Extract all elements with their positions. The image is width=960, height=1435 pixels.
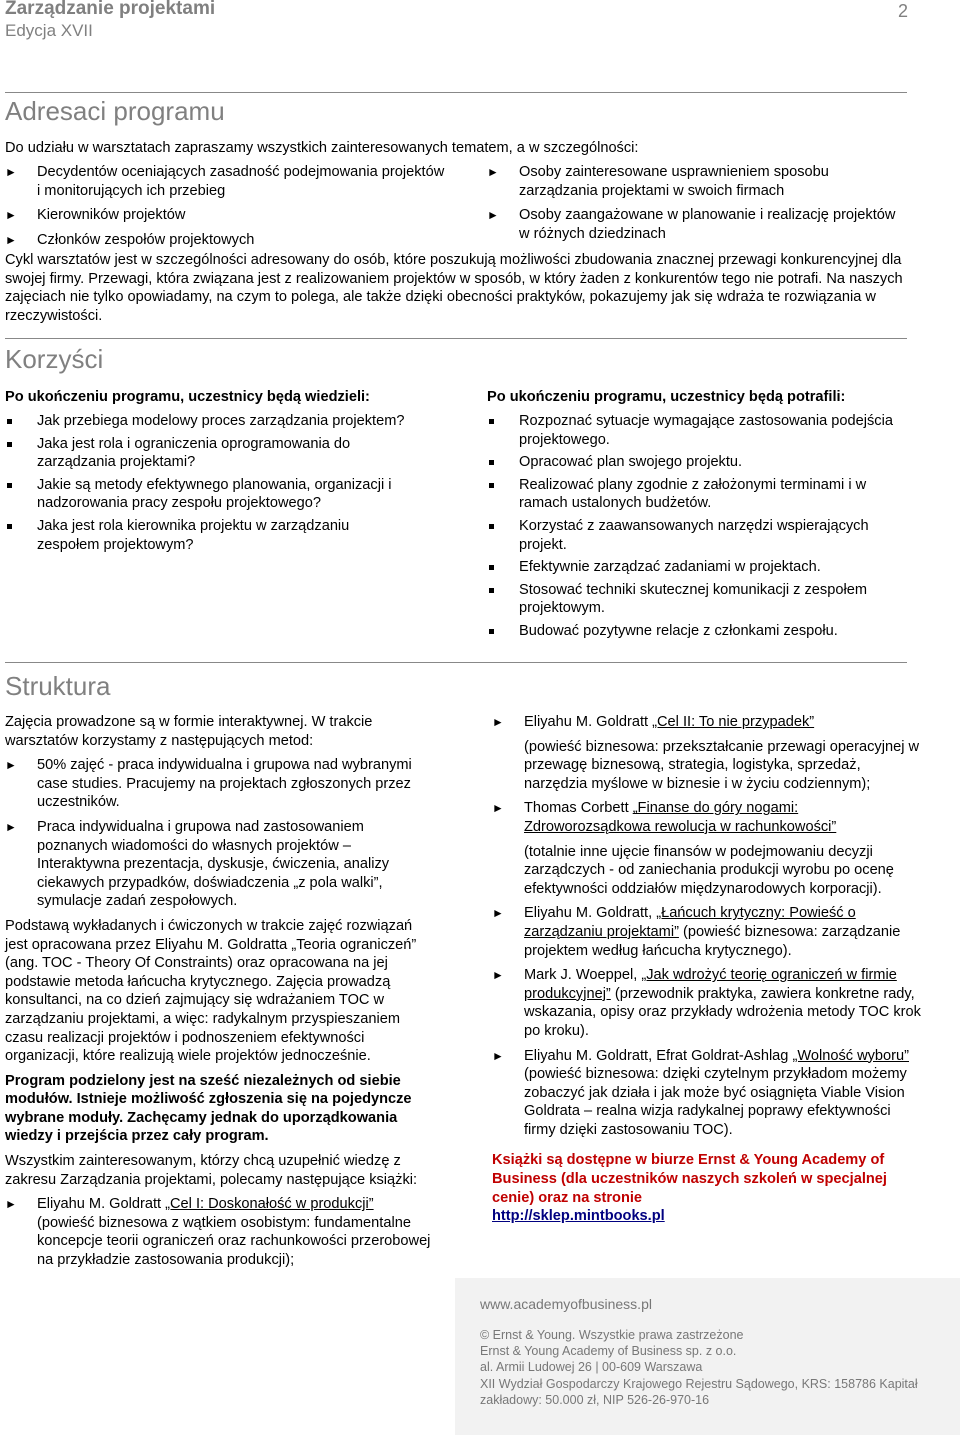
book-description: (przewodnik praktyka, zawiera konkretne rady, wskazania, opisy oraz przykłady wdrożenia metody TOC krok po kroku). (524, 985, 921, 1039)
list-item: ► Decydentów oceniających zasadność podejmowania projektów i monitorujących ich przebieg (5, 164, 445, 199)
korzysci-right-heading: Po ukończeniu programu, uczestnicy będą potrafili: (487, 389, 846, 405)
book-description: (powieść biznesowa: przekształcanie przewagi operacyjnej w przewagę biznesową, strategia, logistyka, sprzedaż, narzędzia myślowe w biznesie i w życiu codziennym); (524, 738, 920, 792)
triangle-bullet-icon: ► (487, 165, 499, 179)
book-author: Thomas Corbett (524, 800, 633, 817)
book-author: Eliyahu M. Goldratt (524, 714, 653, 730)
square-bullet-icon (489, 629, 494, 634)
triangle-bullet-icon: ► (487, 208, 499, 222)
adresaci-intro: Do udziału w warsztatach zapraszamy wszystkich zainteresowanych tematem, a w szczególności: (5, 140, 639, 156)
book-title: „Wolność wyboru” (792, 1047, 909, 1064)
book-item (5, 1195, 435, 1269)
list-item: ► Członków zespołów projektowych (5, 232, 255, 248)
footer-line: Ernst & Young Academy of Business sp. z o.o. (480, 1344, 737, 1359)
book-author: Eliyahu M. Goldratt, Efrat Goldrat-Ashlag (524, 1047, 793, 1064)
book-item (492, 1047, 922, 1140)
footer-legal (480, 1327, 930, 1408)
square-bullet-icon (7, 419, 12, 424)
list-item: Jakie są metody efektywnego planowania, organizacji i nadzorowania pracy zespołu projektowego? (5, 476, 405, 513)
square-bullet-icon (489, 419, 494, 424)
book-author: Mark J. Woeppel, (524, 967, 642, 984)
list-item: Budować pozytywne relacje z członkami zespołu. (487, 622, 897, 641)
section-title-struktura: Struktura (5, 671, 111, 701)
book-description: (powieść biznesowa: zarządzanie projektem według łańcucha krytycznego). (524, 923, 901, 959)
book-author: Eliyahu M. Goldratt, (524, 905, 657, 922)
book-title: „Finanse do góry nogami: Zdroworozsądkowa rewolucja w rachunkowości” (524, 800, 837, 835)
footer-line: al. Armii Ludowej 26 | 00-609 Warszawa (480, 1360, 703, 1375)
triangle-bullet-icon: ► (492, 715, 504, 729)
square-bullet-icon (489, 483, 494, 488)
square-bullet-icon (489, 588, 494, 593)
triangle-bullet-icon: ► (492, 801, 504, 816)
list-item: Rozpoznać sytuacje wymagające zastosowania podejścia projektowego. (487, 412, 897, 449)
korzysci-right-list (487, 412, 897, 641)
list-item: Realizować plany zgodnie z założonymi terminami i w ramach ustalonych budżetów. (487, 476, 897, 513)
section-divider (5, 662, 907, 663)
list-item: ► Kierowników projektów (5, 207, 186, 223)
book-title: „Jak wdrożyć teorię ograniczeń w firmie produkcyjnej” (524, 967, 897, 1002)
triangle-bullet-icon: ► (5, 233, 17, 247)
page-number: 2 (898, 1, 909, 21)
square-bullet-icon (7, 483, 12, 488)
struktura-toc-paragraph: Podstawą wykładanych i ćwiczonych w trakcie zajęć rozwiązań jest opracowana przez Eliyahu M. Goldratta „Teoria ograniczeń” (ang. TOC - Theory Of Constraints) oraz opracowana na jej podstawie metoda łańcucha krytycznego. Zajęcia prowadzą konsultanci, na co dzień zajmujący się wdrażaniem TOC w zarządzaniu projektami, a więc: radykalnym przyspieszaniem czasu realizacji projektów i podnoszeniem efektywności organizacji, które realizują wiele projektów jednocześnie. (5, 917, 417, 1065)
book-item (492, 904, 922, 960)
book-title: „Cel II: To nie przypadek” (652, 714, 815, 730)
book-title: „Łańcuch krytyczny: Powieść o zarządzaniu projektami” (524, 905, 856, 940)
struktura-books-intro: Wszystkim zainteresowanym, którzy chcą uzupełnić wiedzę z zakresu Zarządzania projektami, polecamy następujące książki: (5, 1153, 418, 1188)
footer-website[interactable]: www.academyofbusiness.pl (480, 1296, 652, 1312)
list-item: Jaka jest rola i ograniczenia oprogramowania do zarządzania projektami? (5, 435, 405, 472)
document-title: Zarządzanie projektami (5, 0, 216, 19)
list-item: ► Osoby zainteresowane usprawnieniem sposobu zarządzania projektami w swoich firmach (487, 164, 829, 199)
list-item: Korzystać z zaawansowanych narzędzi wspierających projekt. (487, 517, 897, 554)
square-bullet-icon (7, 524, 12, 529)
triangle-bullet-icon: ► (5, 758, 17, 773)
square-bullet-icon (489, 524, 494, 529)
book-author: Eliyahu M. Goldratt (37, 1196, 166, 1213)
triangle-bullet-icon: ► (492, 968, 504, 983)
book-item (492, 966, 922, 1040)
book-description: (powieść biznesowa: dzięki czytelnym przykładom możemy zobaczyć jak działa i jak może być osiągnięta Viable Vision Goldrata – realna wizja radykalnej poprawy efektywności firmy dzięki zastosowaniu TOC). (524, 1066, 907, 1138)
list-item: Efektywnie zarządzać zadaniami w projektach. (487, 558, 897, 577)
document-edition: Edycja XVII (5, 21, 93, 40)
triangle-bullet-icon: ► (492, 906, 504, 921)
list-item: Opracować plan swojego projektu. (487, 453, 897, 472)
books-availability-note: Książki są dostępne w biurze Ernst & Young Academy of Business (dla uczestników naszych szkoleń w specjalnej cenie) oraz na stronie http://sklep.mintbooks.pl (492, 1151, 922, 1225)
struktura-intro: Zajęcia prowadzone są w formie interaktywnej. W trakcie warsztatów korzystamy z następujących metod: (5, 714, 373, 749)
book-description: (totalnie inne ujęcie finansów w podejmowaniu decyzji zarządczych - od zaniechania produkcji wyrobu po ocenę efektywności oddziałów międzynarodowych korporacji). (524, 843, 894, 897)
section-title-korzysci: Korzyści (5, 344, 104, 374)
triangle-bullet-icon: ► (5, 1197, 17, 1212)
footer-line: © Ernst & Young. Wszystkie prawa zastrzeżone (480, 1328, 744, 1342)
list-item: Jak przebiega modelowy proces zarządzania projektem? (5, 412, 405, 431)
book-title: „Cel I: Doskonałość w produkcji” (165, 1196, 374, 1213)
header-divider (5, 92, 907, 93)
square-bullet-icon (489, 460, 494, 465)
list-item: Stosować techniki skutecznej komunikacji z zespołem projektowym. (487, 581, 897, 618)
triangle-bullet-icon: ► (5, 208, 17, 222)
triangle-bullet-icon: ► (5, 165, 17, 179)
book-item (492, 799, 922, 898)
struktura-left-column (5, 713, 435, 1270)
korzysci-left-list (5, 412, 405, 554)
list-item: ► 50% zajęć - praca indywidualna i grupowa nad wybranymi case studies. Pracujemy na projektach zgłoszonych przez uczestników. (5, 757, 412, 811)
book-description: (powieść biznesowa z wątkiem osobistym: fundamentalne koncepcje teorii ograniczeń oraz rachunkowości przerobowej na przykładzie zastosowania produkcji); (37, 1214, 431, 1269)
footer-line: XII Wydział Gospodarczy Krajowego Rejestru Sądowego, KRS: 158786 Kapitał zakładowy: 50.000 zł, NIP 526-26-970-16 (480, 1376, 918, 1407)
struktura-modules-paragraph: Program podzielony jest na sześć niezależnych od siebie modułów. Istnieje możliwość zgłoszenia się na pojedyncze wybrane moduły. Zachęcamy jednak do uporządkowania wiedzy i przejścia przez cały program. (5, 1072, 412, 1145)
book-item (492, 713, 922, 793)
triangle-bullet-icon: ► (5, 819, 17, 834)
list-item: Jaka jest rola kierownika projektu w zarządzaniu zespołem projektowym? (5, 517, 405, 554)
adresaci-body: Cykl warsztatów jest w szczególności adresowany do osób, które poszukują możliwości zbudowania znacznej przewagi konkurencyjnej dla swojej firmy. Przewagi, która związana jest z realizowaniem projektów w sposób, w który żaden z konkurentów tego nie potrafi. Na naszych zajęciach nie tylko opowiadamy, na czym to polega, ale także dzięki obecności praktyków, pokazujemy jak się wdraża te rozwiązania w rzeczywistości. (5, 252, 903, 324)
square-bullet-icon (7, 442, 12, 447)
section-title-adresaci: Adresaci programu (5, 96, 225, 126)
triangle-bullet-icon: ► (492, 1048, 504, 1063)
books-right-column (492, 713, 922, 1226)
list-item: ► Praca indywidualna i grupowa nad zastosowaniem poznanych wiadomości do własnych projektów – Interaktywna prezentacja, dyskusje, ćwiczenia, analizy ciekawych przypadków, doświadczenia „z pola walki”, symulacje zadań zespołowych. (5, 818, 390, 910)
square-bullet-icon (489, 565, 494, 570)
section-divider (5, 338, 907, 339)
bookstore-link[interactable]: http://sklep.mintbooks.pl (492, 1208, 665, 1225)
korzysci-left-heading: Po ukończeniu programu, uczestnicy będą wiedzieli: (5, 389, 370, 405)
list-item: ► Osoby zaangażowane w planowanie i realizację projektów w różnych dziedzinach (487, 207, 896, 242)
